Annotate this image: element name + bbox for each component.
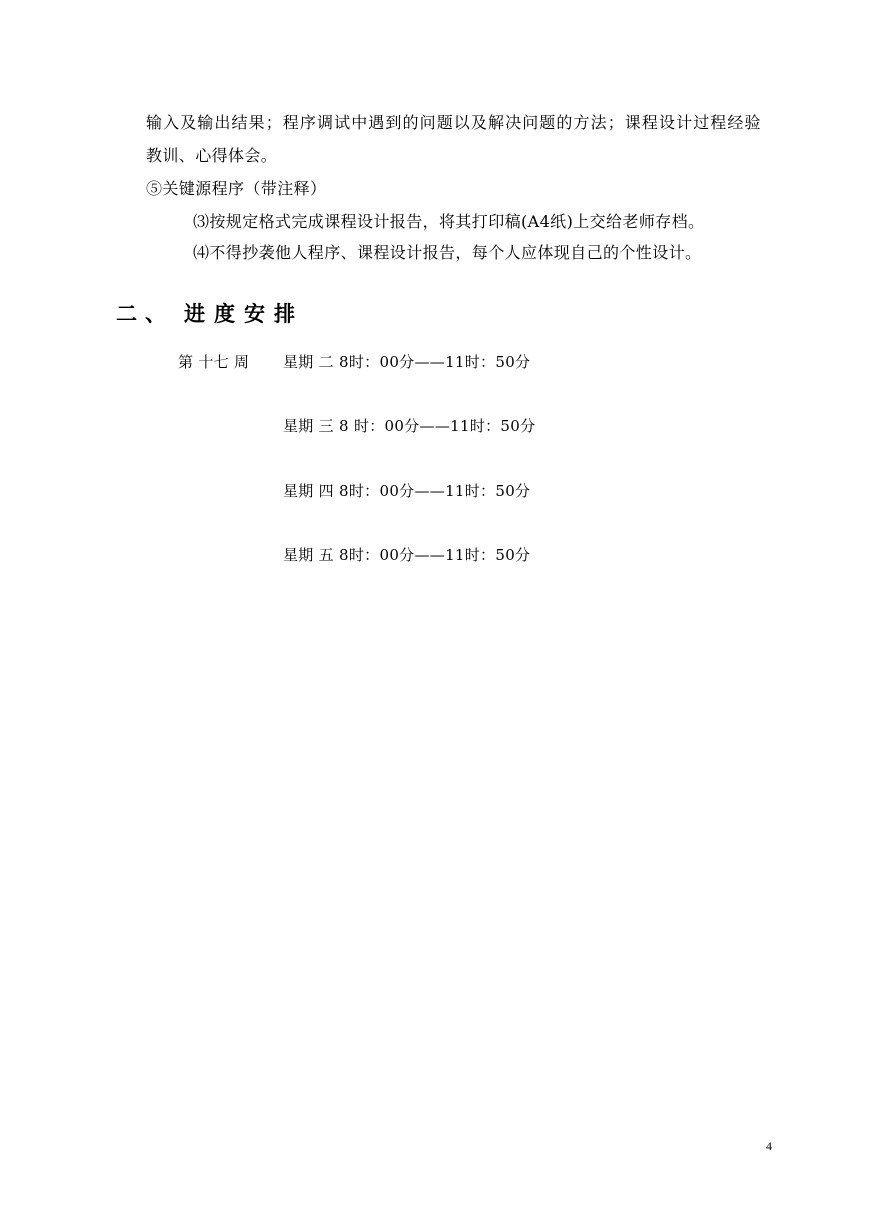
requirement-item-4: ⑷不得抄袭他人程序、课程设计报告，每个人应体现自己的个性设计。 — [193, 243, 702, 262]
schedule-row: 星期 四 8时：00分——11时：50分 — [283, 482, 531, 500]
schedule-row: 星期 三 8 时：00分——11时：50分 — [283, 417, 536, 435]
paragraph-line: 输入及输出结果；程序调试中遇到的问题以及解决问题的方法；课程设计过程经验 — [146, 113, 762, 132]
list-item: ⑤关键源程序（带注释） — [146, 179, 327, 198]
schedule-row: 星期 二 8时：00分——11时：50分 — [283, 353, 531, 371]
requirement-item-3: ⑶按规定格式完成课程设计报告，将其打印稿(A4纸)上交给老师存档。 — [193, 212, 705, 231]
page-number: 4 — [766, 1139, 772, 1153]
schedule-week: 第 十七 周 — [178, 353, 250, 371]
section-heading — [116, 300, 304, 328]
section-title: 进度安排 — [184, 302, 304, 326]
section-number: 二、 — [116, 302, 174, 326]
schedule-row: 星期 五 8时：00分——11时：50分 — [283, 546, 531, 564]
paragraph-line: 教训、心得体会。 — [146, 146, 278, 165]
